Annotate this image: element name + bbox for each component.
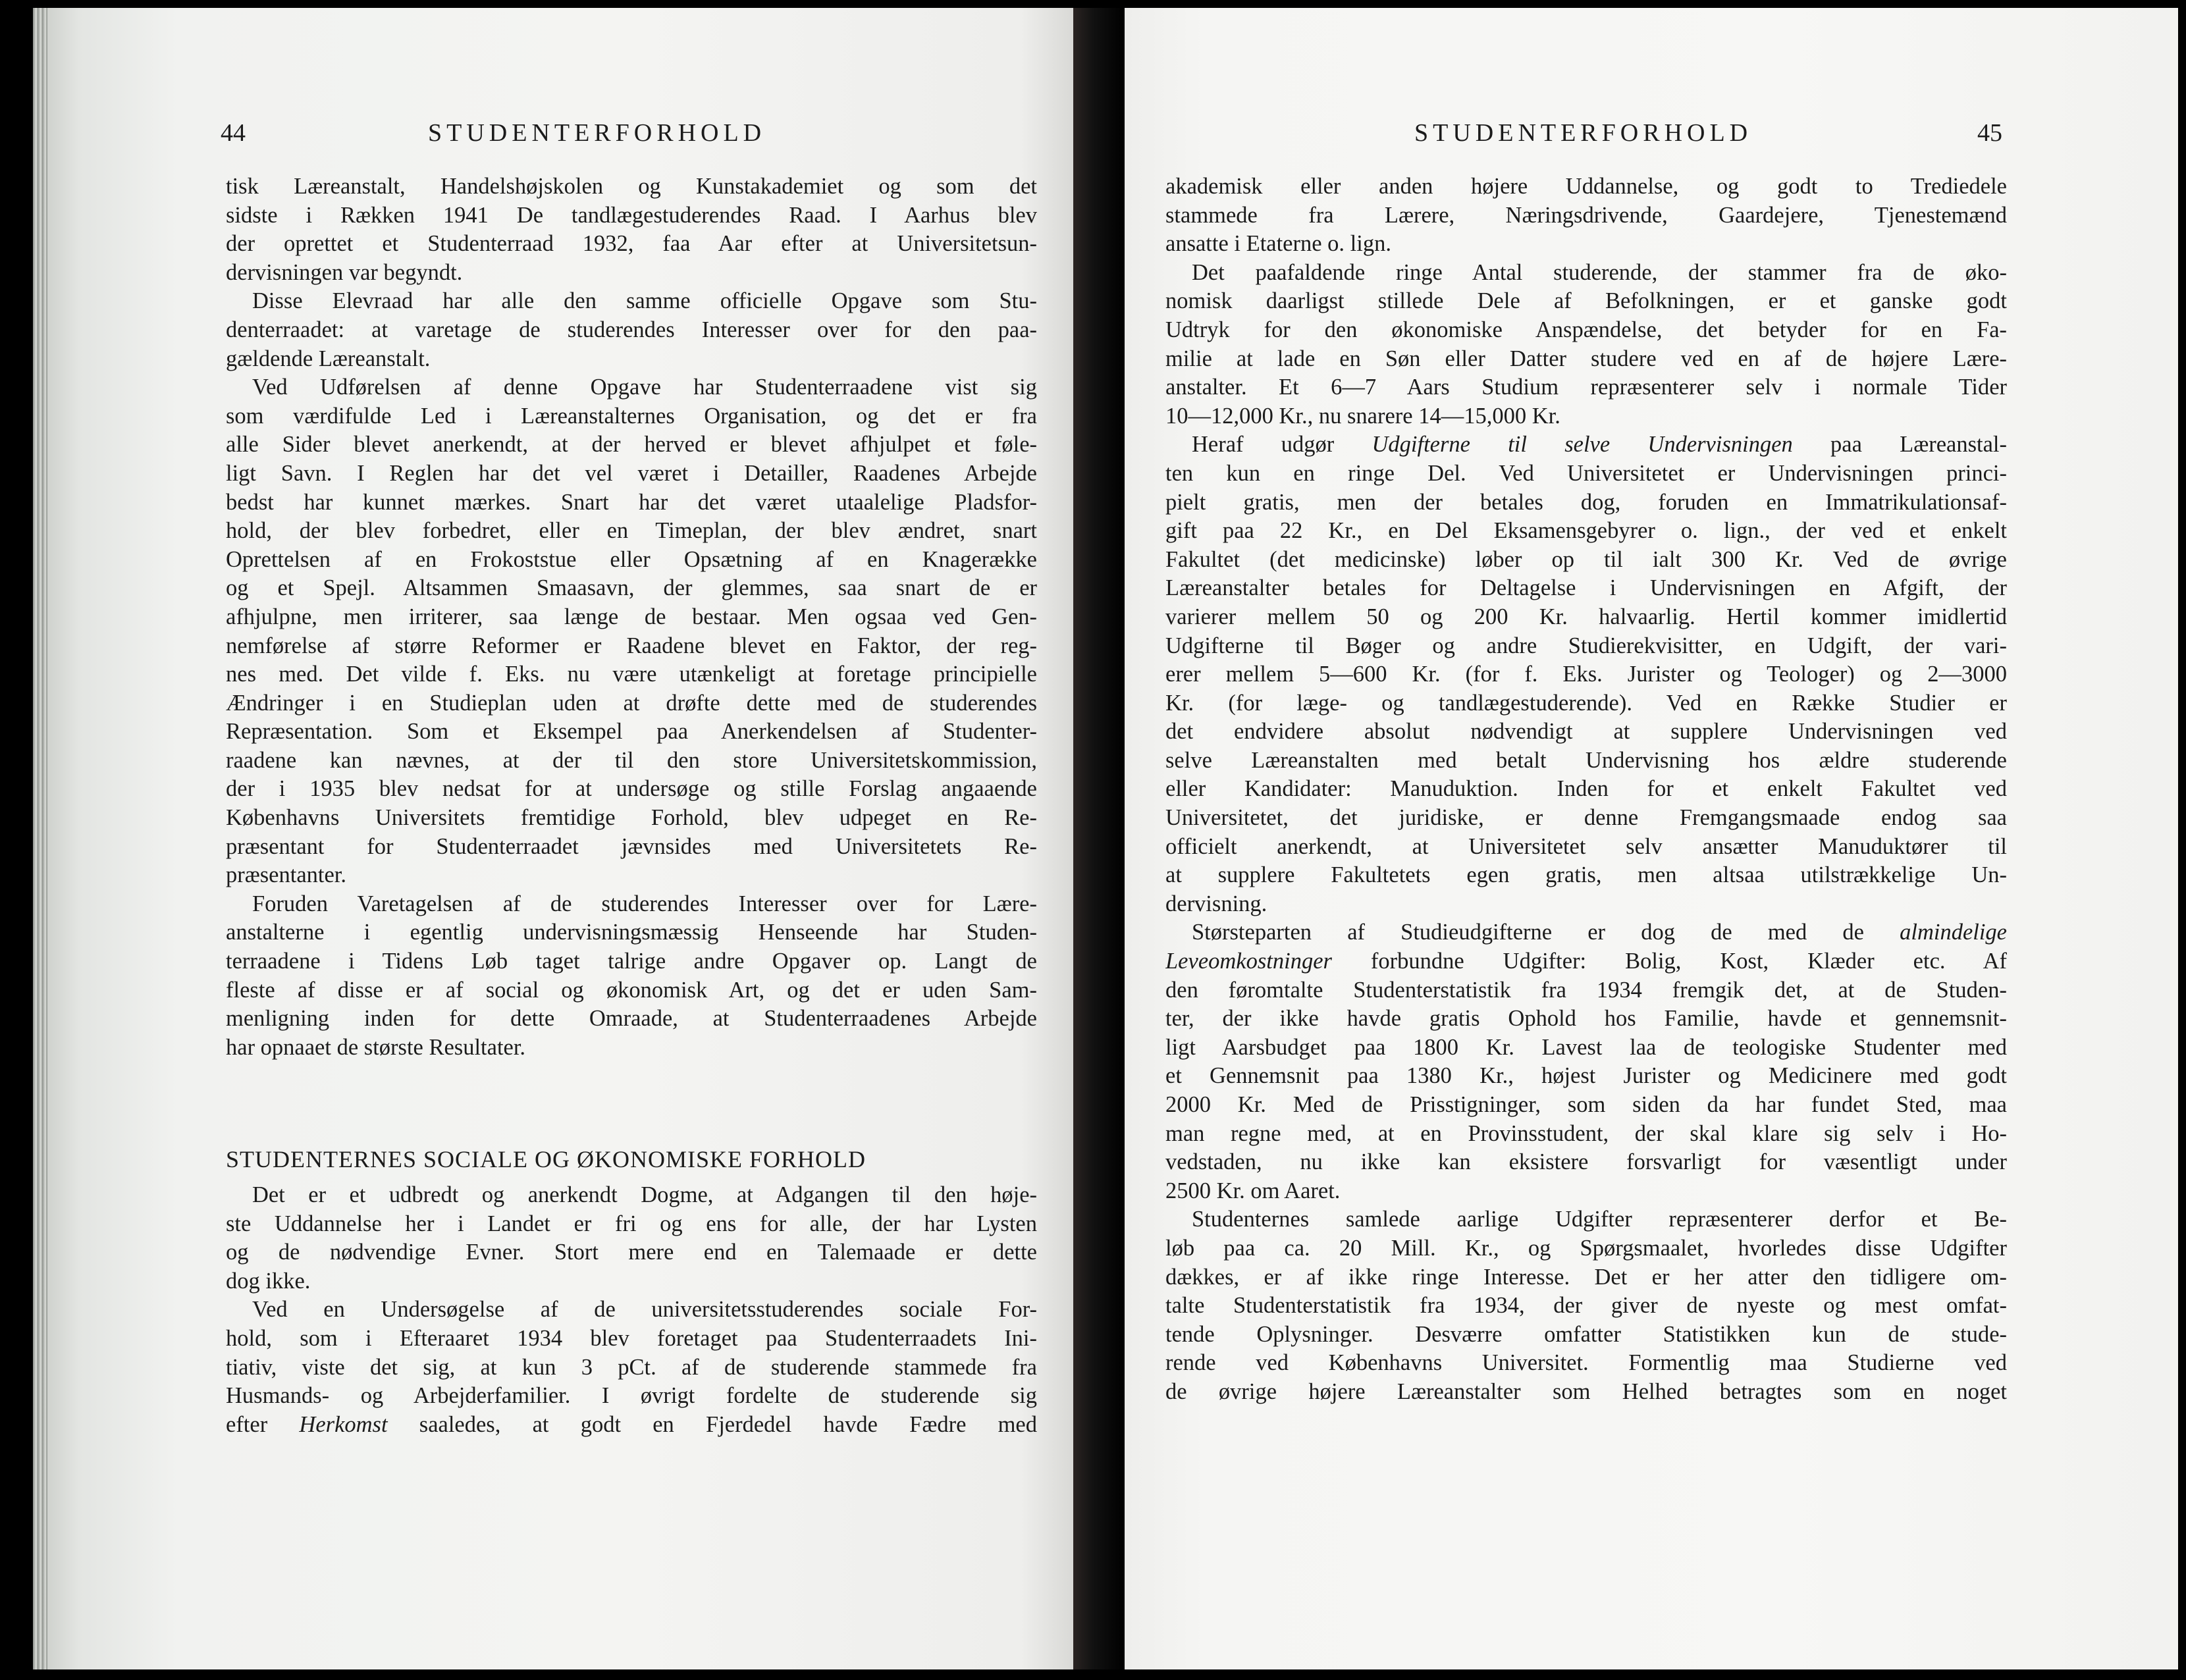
text-line: anstalterne i egentlig undervisningsmæssig Henseende har Studen-	[226, 920, 1037, 945]
text-line: officielt anerkendt, at Universitetet selv ansætter Manuduktører til	[1165, 833, 2007, 859]
text-line: ter, der ikke havde gratis Ophold hos Familie, havde et gennemsnit-	[1165, 1006, 2007, 1032]
right-page	[1125, 8, 2178, 1669]
text-line: pielt gratis, men der betales dog, foruden en Immatrikulationsaf-	[1165, 489, 2007, 515]
text-line: nemførelse af større Reformer er Raadene blevet en Faktor, der reg-	[226, 633, 1037, 658]
text-line: Læreanstalter betales for Deltagelse i Undervisningen en Afgift, der	[1165, 575, 2007, 601]
text-line: menligning inden for dette Omraade, at Studenterraadenes Arbejde	[226, 1006, 1037, 1032]
text-line: hold, som i Efteraaret 1934 blev foretaget paa Studenterraadets Ini-	[226, 1325, 1037, 1351]
text-line	[1165, 918, 2007, 947]
text-line: terraadene i Tidens Løb taget talrige andre Opgaver op. Langt de	[226, 949, 1037, 974]
text-line: gift paa 22 Kr., en Del Eksamensgebyrer o. lign., der ved et enkelt	[1165, 518, 2007, 544]
text-line: dækkes, er af ikke ringe Interesse. Det er her atter den tidligere om-	[1165, 1264, 2007, 1290]
text-line: rende ved Københavns Universitet. Formentlig maa Studierne ved	[1165, 1350, 2007, 1376]
text-line: Det paafaldende ringe Antal studerende, der stammer fra de øko-	[1192, 259, 2007, 285]
text-line: ste Uddannelse her i Landet er fri og ens for alle, der har Lysten	[226, 1211, 1037, 1236]
text-line: Ved Udførelsen af denne Opgave har Studenterraadene vist sig	[252, 375, 1037, 400]
text-line: eller Kandidater: Manuduktion. Inden for et enkelt Fakultet ved	[1165, 776, 2007, 802]
text-line: ansatte i Etaterne o. lign.	[1165, 231, 1391, 257]
text-line: denterraadet: at varetage de studerendes Interesser over for den paa-	[226, 317, 1037, 342]
left-body-text	[226, 172, 1037, 1062]
book-spine	[1073, 8, 1125, 1669]
text-fragment: saaledes, at godt en Fjerdedel havde Fædre med	[419, 1411, 1037, 1437]
text-line: Ved en Undersøgelse af de universitetsstuderendes sociale For-	[252, 1297, 1037, 1323]
page-number-left: 44	[221, 119, 246, 147]
text-line: ligt Savn. I Reglen har det vel været i Detailler, Raadenes Arbejde	[226, 460, 1037, 486]
text-line: de øvrige højere Læreanstalter som Helhed betragtes som en noget	[1165, 1378, 2007, 1404]
text-line: tiativ, viste det sig, at kun 3 pCt. af de studerende stammede fra	[226, 1354, 1037, 1380]
text-line: Foruden Varetagelsen af de studerendes Interesser over for Lære-	[252, 891, 1037, 916]
text-line: Studenternes samlede aarlige Udgifter repræsenterer derfor et Be-	[1192, 1207, 2007, 1232]
text-line: varierer mellem 50 og 200 Kr. halvaarlig. Hertil kommer imidlertid	[1165, 604, 2007, 629]
text-line: dog ikke.	[226, 1268, 311, 1294]
text-line: selve Læreanstalten med betalt Undervisning hos ældre studerende	[1165, 747, 2007, 773]
text-line: og de nødvendige Evner. Stort mere end en Talemaade er dette	[226, 1240, 1037, 1265]
text-line: raadene kan nævnes, at der til den store Universitetskommission,	[226, 747, 1037, 773]
text-line	[1165, 947, 2007, 976]
text-line: den føromtalte Studenterstatistik fra 1934 fremgik det, at de Studen-	[1165, 977, 2007, 1003]
text-line: ten kun en ringe Del. Ved Universitetet er Undervisningen princi-	[1165, 460, 2007, 486]
text-line: Husmands- og Arbejderfamilier. I øvrigt fordelte de studerende sig	[226, 1383, 1037, 1409]
text-line: 2000 Kr. Med de Prisstigninger, som siden da har fundet Sted, maa	[1165, 1092, 2007, 1117]
running-head-left: STUDENTERFORHOLD	[428, 119, 766, 147]
text-line: at supplere Fakultetets egen gratis, men altsaa utilstrækkelige Un-	[1165, 862, 2007, 888]
right-body-text	[1165, 172, 2007, 1407]
text-line: og et Spejl. Altsammen Smaasavn, der glemmes, saa snart de er	[226, 575, 1037, 601]
text-line: stammede fra Lærere, Næringsdrivende, Gaardejere, Tjenestemænd	[1165, 202, 2007, 228]
text-line: Udtryk for den økonomiske Anspændelse, det betyder for en Fa-	[1165, 317, 2007, 342]
section-heading: STUDENTERNES SOCIALE OG ØKONOMISKE FORHOLD	[226, 1146, 866, 1172]
text-line: sidste i Rækken 1941 De tandlægestuderendes Raad. I Aarhus blev	[226, 202, 1037, 228]
text-line: Kr. (for læge- og tandlægestuderende). Ved en Række Studier er	[1165, 690, 2007, 716]
text-line: dervisningen var begyndt.	[226, 259, 463, 285]
text-line: nes med. Det vilde f. Eks. nu være utænkeligt at foretage principielle	[226, 662, 1037, 687]
text-fragment: Heraf udgør	[1192, 432, 1335, 458]
text-line: Universitetet, det juridiske, er denne Fremgangsmaade endog saa	[1165, 805, 2007, 831]
text-line: nomisk daarligst stillede Dele af Befolkningen, er et ganske godt	[1165, 288, 2007, 314]
text-line: talte Studenterstatistik fra 1934, der giver de nyeste og mest omfat-	[1165, 1293, 2007, 1319]
text-fragment: paa Læreanstal-	[1830, 432, 2007, 458]
text-line: Fakultet (det medicinske) løber op til ialt 300 Kr. Ved de øvrige	[1165, 546, 2007, 572]
text-line: Oprettelsen af en Frokoststue eller Opsætning af en Knagerække	[226, 546, 1037, 572]
text-line: der i 1935 blev nedsat for at undersøge og stille Forslag angaaende	[226, 776, 1037, 802]
text-fragment: forbundne Udgifter: Bolig, Kost, Klæder etc. Af	[1370, 949, 2007, 974]
text-line	[226, 1411, 1037, 1440]
page-number-right: 45	[1977, 119, 2002, 147]
left-body-text-2	[226, 1181, 1037, 1439]
text-line: præsentanter.	[226, 862, 346, 888]
text-line: som værdifulde Led i Læreanstalternes Organisation, og det er fra	[226, 403, 1037, 429]
italic-term: Udgifterne til selve Undervisningen	[1372, 432, 1793, 458]
italic-term: Leveomkostninger	[1165, 949, 1332, 974]
text-line: Københavns Universitets fremtidige Forhold, blev udpeget en Re-	[226, 805, 1037, 831]
text-line: hold, der blev forbedret, eller en Timeplan, der blev ændret, snart	[226, 518, 1037, 544]
text-line: gældende Læreanstalt.	[226, 346, 431, 371]
text-fragment: efter	[226, 1411, 268, 1437]
running-head-right: STUDENTERFORHOLD	[1414, 119, 1753, 147]
text-line: alle Sider blevet anerkendt, at der herved er blevet afhjulpet et føle-	[226, 432, 1037, 458]
text-line: tisk Læreanstalt, Handelshøjskolen og Kunstakademiet og som det	[226, 174, 1037, 199]
text-line: Ændringer i en Studieplan uden at drøfte dette med de studerendes	[226, 690, 1037, 716]
text-line: det endvidere absolut nødvendigt at supplere Undervisningen ved	[1165, 719, 2007, 745]
text-line: et Gennemsnit paa 1380 Kr., højest Jurister og Medicinere med godt	[1165, 1063, 2007, 1089]
text-line: har opnaaet de største Resultater.	[226, 1034, 526, 1060]
text-line: ligt Aarsbudget paa 1800 Kr. Lavest laa de teologiske Studenter med	[1165, 1034, 2007, 1060]
text-line: præsentant for Studenterraadet jævnsides med Universitetets Re-	[226, 833, 1037, 859]
text-line: Udgifterne til Bøger og andre Studierekvisitter, en Udgift, der vari-	[1165, 633, 2007, 658]
text-line: akademisk eller anden højere Uddannelse, og godt to Trediedele	[1165, 174, 2007, 199]
text-line: 10—12,000 Kr., nu snarere 14—15,000 Kr.	[1165, 403, 1560, 429]
text-line: milie at lade en Søn eller Datter studere ved en af de højere Lære-	[1165, 346, 2007, 371]
text-line: anstalter. Et 6—7 Aars Studium repræsenterer selv i normale Tider	[1165, 375, 2007, 400]
italic-term: Herkomst	[299, 1411, 388, 1437]
text-line: vedstaden, nu ikke kan eksistere forsvarligt for væsentligt under	[1165, 1149, 2007, 1175]
text-line: dervisning.	[1165, 891, 1267, 916]
text-line: tende Oplysninger. Desværre omfatter Statistikken kun de stude-	[1165, 1321, 2007, 1347]
text-line: der oprettet et Studenterraad 1932, faa Aar efter at Universitetsun-	[226, 231, 1037, 257]
text-line: Det er et udbredt og anerkendt Dogme, at Adgangen til den høje-	[252, 1182, 1037, 1207]
text-line: man regne med, at en Provinsstudent, der skal klare sig selv i Ho-	[1165, 1120, 2007, 1146]
text-line	[1165, 431, 2007, 459]
text-fragment: Størsteparten af Studieudgifterne er dog de med de	[1192, 920, 1864, 945]
text-line: 2500 Kr. om Aaret.	[1165, 1178, 1341, 1203]
text-line: afhjulpne, men irriterer, saa længe de bestaar. Men ogsaa ved Gen-	[226, 604, 1037, 629]
text-line: Disse Elevraad har alle den samme officielle Opgave som Stu-	[252, 288, 1037, 314]
text-line: erer mellem 5—600 Kr. (for f. Eks. Jurister og Teologer) og 2—3000	[1165, 662, 2007, 687]
left-page	[33, 8, 1073, 1669]
text-line: Repræsentation. Som et Eksempel paa Anerkendelsen af Studenter-	[226, 719, 1037, 745]
text-line: løb paa ca. 20 Mill. Kr., og Spørgsmaalet, hvorledes disse Udgifter	[1165, 1235, 2007, 1261]
page-edge	[33, 8, 47, 1669]
italic-term: almindelige	[1900, 920, 2007, 945]
text-line: fleste af disse er af social og økonomisk Art, og det er uden Sam-	[226, 977, 1037, 1003]
text-line: bedst har kunnet mærkes. Snart har det været utaalelige Pladsfor-	[226, 489, 1037, 515]
